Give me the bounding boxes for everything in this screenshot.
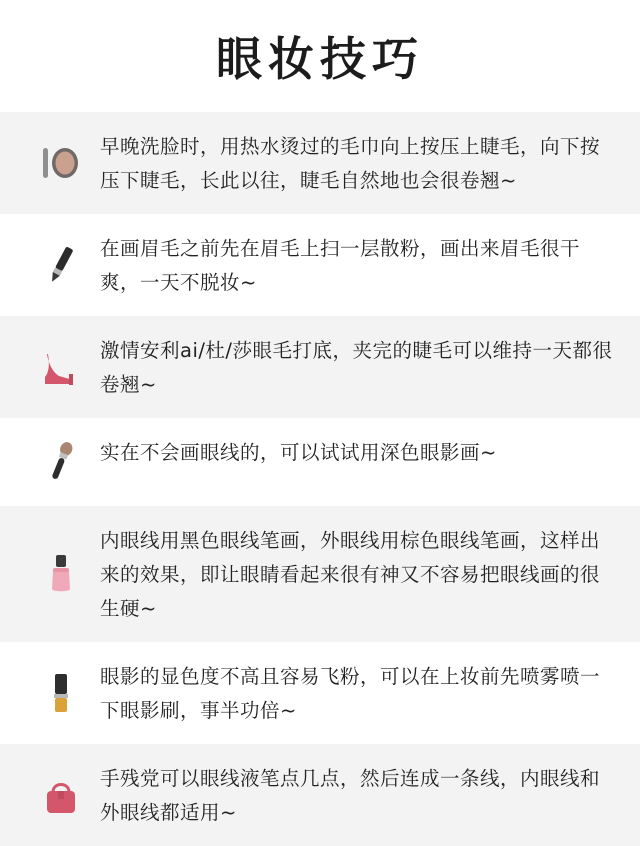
- list-item: [0, 744, 640, 846]
- tip-text: 实在不会画眼线的，可以试试用深色眼影画~: [100, 441, 497, 464]
- makeup-brush-icon: [22, 439, 100, 485]
- lipstick-icon: [22, 670, 100, 716]
- page-header: [0, 0, 640, 112]
- list-item: [0, 506, 640, 642]
- high-heel-shoe-icon: [22, 344, 100, 390]
- list-item: [0, 316, 640, 418]
- page-title: 眼妆技巧: [216, 32, 424, 86]
- tip-text: 激情安利ai/杜/莎眼毛打底，夹完的睫毛可以维持一天都很卷翘~: [100, 339, 613, 396]
- nail-polish-icon: [22, 551, 100, 597]
- tip-text: 在画眉毛之前先在眉毛上扫一层散粉，画出来眉毛很干爽，一天不脱妆~: [100, 237, 581, 294]
- handbag-icon: [22, 772, 100, 818]
- list-item: [0, 642, 640, 744]
- tip-text: 早晚洗脸时，用热水烫过的毛巾向上按压上睫毛，向下按压下睫毛，长此以往，睫毛自然地也会很卷翘~: [100, 135, 601, 192]
- list-item: [0, 112, 640, 214]
- tip-text: 内眼线用黑色眼线笔画，外眼线用棕色眼线笔画，这样出来的效果，即让眼睛看起来很有神又不容易把眼线画的很生硬~: [100, 529, 601, 620]
- tips-list: [0, 112, 640, 846]
- tip-text: 眼影的显色度不高且容易飞粉，可以在上妆前先喷雾喷一下眼影刷，事半功倍~: [100, 665, 601, 722]
- tip-text: 手残党可以眼线液笔点几点，然后连成一条线，内眼线和外眼线都适用~: [100, 767, 601, 824]
- list-item: [0, 418, 640, 506]
- list-item: [0, 214, 640, 316]
- eyeshadow-compact-icon: [22, 140, 100, 186]
- eyebrow-pencil-icon: [22, 242, 100, 288]
